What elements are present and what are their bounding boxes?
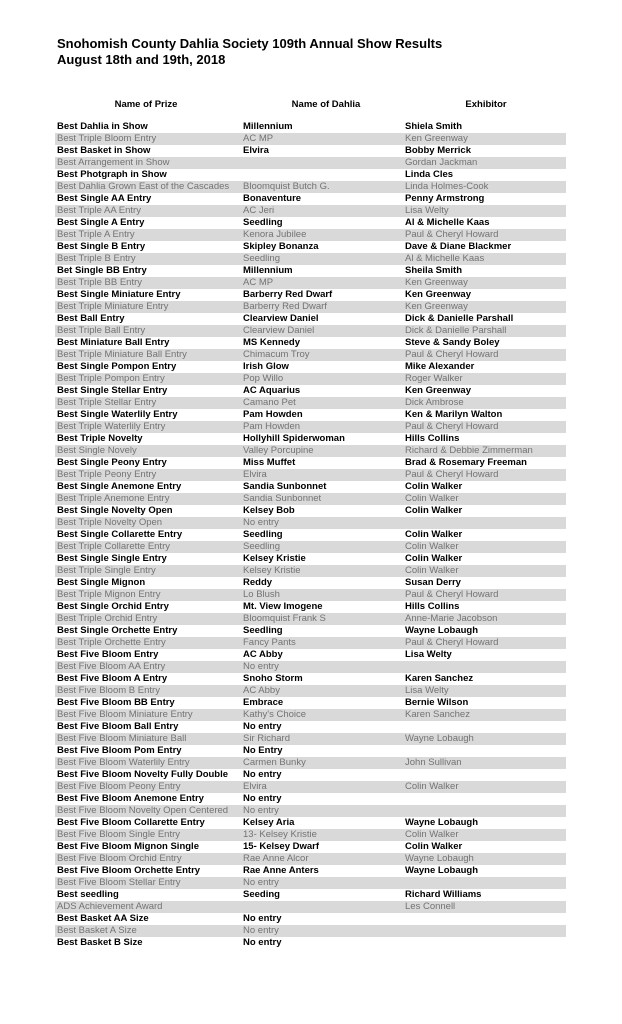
dahlia-cell: Bloomquist Butch G. xyxy=(243,181,330,192)
dahlia-cell: Pam Howden xyxy=(243,409,303,420)
table-row xyxy=(55,445,566,457)
prize-cell: Best Triple Novelty Open xyxy=(57,517,163,528)
column-header-prize: Name of Prize xyxy=(114,99,178,110)
table-row xyxy=(55,829,566,841)
exhibitor-cell: Dick & Danielle Parshall xyxy=(405,325,507,336)
dahlia-cell: 15- Kelsey Dwarf xyxy=(243,841,320,852)
table-row xyxy=(55,913,566,925)
table-row xyxy=(55,469,566,481)
exhibitor-cell: Brad & Rosemary Freeman xyxy=(405,457,527,468)
dahlia-cell: Seeding xyxy=(243,889,280,900)
dahlia-cell: Kelsey Kristie xyxy=(243,553,306,564)
prize-cell: Best Single Orchid Entry xyxy=(57,601,169,612)
exhibitor-cell: Paul & Cheryl Howard xyxy=(405,469,499,480)
dahlia-cell: Seedling xyxy=(243,625,283,636)
dahlia-cell: Chimacum Troy xyxy=(243,349,310,360)
exhibitor-cell: Karen Sanchez xyxy=(405,673,474,684)
column-headers xyxy=(0,99,622,111)
prize-cell: Best Triple A Entry xyxy=(57,229,135,240)
prize-cell: Bet Single BB Entry xyxy=(57,265,147,276)
prize-cell: Best Triple Mignon Entry xyxy=(57,589,161,600)
exhibitor-cell: Linda Cles xyxy=(405,169,454,180)
prize-cell: Best Arrangement in Show xyxy=(57,157,170,168)
dahlia-cell: No entry xyxy=(243,793,282,804)
table-row xyxy=(55,229,566,241)
prize-cell: Best Single AA Entry xyxy=(57,193,152,204)
prize-cell: Best Single Collarette Entry xyxy=(57,529,183,540)
dahlia-cell: Valley Porcupine xyxy=(243,445,314,456)
dahlia-cell: Irish Glow xyxy=(243,361,289,372)
table-row xyxy=(55,805,566,817)
table-row xyxy=(55,157,566,169)
prize-cell: Best Five Bloom Waterlily Entry xyxy=(57,757,190,768)
dahlia-cell: Millennium xyxy=(243,121,293,132)
dahlia-cell: No entry xyxy=(243,721,282,732)
prize-cell: Best Triple Miniature Ball Entry xyxy=(57,349,187,360)
exhibitor-cell: Al & Michelle Kaas xyxy=(405,217,490,228)
prize-cell: Best Triple Pompon Entry xyxy=(57,373,165,384)
dahlia-cell: AC Aquarius xyxy=(243,385,301,396)
table-row xyxy=(55,697,566,709)
prize-cell: Best Five Bloom Novelty Open Centered xyxy=(57,805,229,816)
table-row xyxy=(55,301,566,313)
dahlia-cell: Pam Howden xyxy=(243,421,301,432)
exhibitor-cell: Colin Walker xyxy=(405,493,459,504)
exhibitor-cell: Colin Walker xyxy=(405,553,463,564)
table-row xyxy=(55,421,566,433)
table-row xyxy=(55,733,566,745)
table-row xyxy=(55,709,566,721)
prize-cell: Best Triple AA Entry xyxy=(57,205,141,216)
dahlia-cell: Kelsey Aria xyxy=(243,817,295,828)
exhibitor-cell: Colin Walker xyxy=(405,529,463,540)
prize-cell: Best Five Bloom Miniature Ball xyxy=(57,733,187,744)
exhibitor-cell: Ken Greenway xyxy=(405,133,468,144)
dahlia-cell: Sir Richard xyxy=(243,733,290,744)
exhibitor-cell: Roger Walker xyxy=(405,373,463,384)
page-title-line2: August 18th and 19th, 2018 xyxy=(57,52,226,67)
table-row xyxy=(55,769,566,781)
table-row xyxy=(55,457,566,469)
prize-cell: Best Single Single Entry xyxy=(57,553,167,564)
dahlia-cell: MS Kennedy xyxy=(243,337,301,348)
prize-cell: Best Triple Bloom Entry xyxy=(57,133,157,144)
prize-cell: Best Basket A Size xyxy=(57,925,137,936)
exhibitor-cell: Steve & Sandy Boley xyxy=(405,337,500,348)
table-row xyxy=(55,289,566,301)
dahlia-cell: AC Jeri xyxy=(243,205,275,216)
prize-cell: Best Triple Ball Entry xyxy=(57,325,146,336)
dahlia-cell: Clearview Daniel xyxy=(243,325,315,336)
prize-cell: Best Five Bloom A Entry xyxy=(57,673,168,684)
exhibitor-cell: Lisa Welty xyxy=(405,685,449,696)
exhibitor-cell: Ken Greenway xyxy=(405,289,471,300)
exhibitor-cell: Shiela Smith xyxy=(405,121,463,132)
exhibitor-cell: Al & Michelle Kaas xyxy=(405,253,485,264)
table-row xyxy=(55,865,566,877)
exhibitor-cell: Wayne Lobaugh xyxy=(405,865,479,876)
prize-cell: Best Five Bloom Miniature Entry xyxy=(57,709,193,720)
exhibitor-cell: Colin Walker xyxy=(405,841,463,852)
dahlia-cell: Kathy's Choice xyxy=(243,709,307,720)
prize-cell: Best Single Pompon Entry xyxy=(57,361,177,372)
exhibitor-cell: Lisa Welty xyxy=(405,649,452,660)
prize-cell: Best seedling xyxy=(57,889,119,900)
prize-cell: Best Single Miniature Entry xyxy=(57,289,181,300)
dahlia-cell: Skipley Bonanza xyxy=(243,241,319,252)
dahlia-cell: Barberry Red Dwarf xyxy=(243,289,333,300)
column-header-exhibitor: Exhibitor xyxy=(465,99,507,110)
table-row xyxy=(55,361,566,373)
dahlia-cell: No entry xyxy=(243,925,279,936)
dahlia-cell: Seedling xyxy=(243,253,280,264)
table-row xyxy=(55,721,566,733)
prize-cell: Best Single Waterlily Entry xyxy=(57,409,178,420)
exhibitor-cell: Bobby Merrick xyxy=(405,145,471,156)
table-row xyxy=(55,841,566,853)
exhibitor-cell: Richard Williams xyxy=(405,889,482,900)
dahlia-cell: Bloomquist Frank S xyxy=(243,613,326,624)
table-row xyxy=(55,889,566,901)
prize-cell: Best Single Anemone Entry xyxy=(57,481,182,492)
prize-cell: Best Single B Entry xyxy=(57,241,146,252)
table-row xyxy=(55,817,566,829)
dahlia-cell: Kelsey Kristie xyxy=(243,565,301,576)
prize-cell: Best Five Bloom BB Entry xyxy=(57,697,175,708)
table-row xyxy=(55,757,566,769)
table-row xyxy=(55,685,566,697)
prize-cell: Best Single A Entry xyxy=(57,217,145,228)
dahlia-cell: Reddy xyxy=(243,577,273,588)
prize-cell: Best Triple Single Entry xyxy=(57,565,156,576)
exhibitor-cell: Paul & Cheryl Howard xyxy=(405,349,499,360)
prize-cell: Best Single Peony Entry xyxy=(57,457,167,468)
dahlia-cell: 13- Kelsey Kristie xyxy=(243,829,317,840)
prize-cell: Best Five Bloom Orchid Entry xyxy=(57,853,182,864)
prize-cell: Best Triple Anemone Entry xyxy=(57,493,170,504)
dahlia-cell: Rae Anne Alcor xyxy=(243,853,309,864)
prize-cell: Best Triple Orchette Entry xyxy=(57,637,166,648)
exhibitor-cell: Paul & Cheryl Howard xyxy=(405,637,499,648)
table-row xyxy=(55,145,566,157)
column-header-dahlia: Name of Dahlia xyxy=(291,99,361,110)
exhibitor-cell: Ken Greenway xyxy=(405,385,471,396)
prize-cell: ADS Achievement Award xyxy=(57,901,163,912)
dahlia-cell: Kenora Jubilee xyxy=(243,229,307,240)
page-title-line1: Snohomish County Dahlia Society 109th Annual Show Results xyxy=(57,36,443,51)
dahlia-cell: No entry xyxy=(243,913,282,924)
exhibitor-cell: Lisa Welty xyxy=(405,205,449,216)
table-row xyxy=(55,385,566,397)
dahlia-cell: No entry xyxy=(243,661,279,672)
table-row xyxy=(55,529,566,541)
table-row xyxy=(55,505,566,517)
table-row xyxy=(55,217,566,229)
table-row xyxy=(55,433,566,445)
prize-cell: Best Single Orchette Entry xyxy=(57,625,178,636)
exhibitor-cell: Sheila Smith xyxy=(405,265,463,276)
exhibitor-cell: Paul & Cheryl Howard xyxy=(405,229,499,240)
table-row xyxy=(55,325,566,337)
dahlia-cell: AC Abby xyxy=(243,649,283,660)
table-row xyxy=(55,121,566,133)
dahlia-cell: Elvira xyxy=(243,145,269,156)
exhibitor-cell: Wayne Lobaugh xyxy=(405,817,479,828)
dahlia-cell: Pop Willo xyxy=(243,373,284,384)
dahlia-cell: Seedling xyxy=(243,541,280,552)
prize-cell: Best Five Bloom Ball Entry xyxy=(57,721,179,732)
dahlia-cell: Sandia Sunbonnet xyxy=(243,493,322,504)
dahlia-cell: No entry xyxy=(243,937,282,948)
prize-cell: Best Five Bloom AA Entry xyxy=(57,661,166,672)
prize-cell: Best Basket AA Size xyxy=(57,913,149,924)
dahlia-cell: AC MP xyxy=(243,133,274,144)
prize-cell: Best Basket B Size xyxy=(57,937,143,948)
table-row xyxy=(55,589,566,601)
exhibitor-cell: Colin Walker xyxy=(405,481,463,492)
table-row xyxy=(55,241,566,253)
table-row xyxy=(55,337,566,349)
dahlia-cell: Clearview Daniel xyxy=(243,313,319,324)
exhibitor-cell: Colin Walker xyxy=(405,781,459,792)
prize-cell: Best Five Bloom Orchette Entry xyxy=(57,865,201,876)
exhibitor-cell: Linda Holmes-Cook xyxy=(405,181,489,192)
dahlia-cell: No entry xyxy=(243,517,279,528)
exhibitor-cell: Les Connell xyxy=(405,901,456,912)
prize-cell: Best Triple Collarette Entry xyxy=(57,541,170,552)
prize-cell: Best Triple Stellar Entry xyxy=(57,397,157,408)
table-row xyxy=(55,373,566,385)
table-row xyxy=(55,877,566,889)
prize-cell: Best Five Bloom Peony Entry xyxy=(57,781,181,792)
dahlia-cell: Embrace xyxy=(243,697,284,708)
dahlia-cell: Mt. View Imogene xyxy=(243,601,323,612)
table-row xyxy=(55,781,566,793)
table-row xyxy=(55,517,566,529)
table-row xyxy=(55,349,566,361)
dahlia-cell: No entry xyxy=(243,805,279,816)
table-row xyxy=(55,541,566,553)
table-row xyxy=(55,397,566,409)
table-row xyxy=(55,745,566,757)
dahlia-cell: Carmen Bunky xyxy=(243,757,306,768)
table-row xyxy=(55,313,566,325)
table-row xyxy=(55,205,566,217)
prize-cell: Best Single Novely xyxy=(57,445,137,456)
exhibitor-cell: Wayne Lobaugh xyxy=(405,625,479,636)
dahlia-cell: Kelsey Bob xyxy=(243,505,295,516)
exhibitor-cell: Colin Walker xyxy=(405,541,459,552)
exhibitor-cell: Karen Sanchez xyxy=(405,709,470,720)
table-row xyxy=(55,625,566,637)
dahlia-cell: Seedling xyxy=(243,217,283,228)
dahlia-cell: Sandia Sunbonnet xyxy=(243,481,327,492)
prize-cell: Best Dahlia in Show xyxy=(57,121,148,132)
prize-cell: Best Dahlia Grown East of the Cascades xyxy=(57,181,230,192)
prize-cell: Best Five Bloom Anemone Entry xyxy=(57,793,204,804)
prize-cell: Best Triple Orchid Entry xyxy=(57,613,158,624)
table-row xyxy=(55,493,566,505)
prize-cell: Best Five Bloom Novelty Fully Double xyxy=(57,769,229,780)
dahlia-cell: Bonaventure xyxy=(243,193,302,204)
exhibitor-cell: Colin Walker xyxy=(405,829,459,840)
dahlia-cell: Miss Muffet xyxy=(243,457,296,468)
dahlia-cell: Snoho Storm xyxy=(243,673,303,684)
dahlia-cell: AC MP xyxy=(243,277,274,288)
prize-cell: Best Five Bloom Stellar Entry xyxy=(57,877,181,888)
prize-cell: Best Basket in Show xyxy=(57,145,151,156)
table-row xyxy=(55,277,566,289)
dahlia-cell: Lo Blush xyxy=(243,589,280,600)
prize-cell: Best Triple BB Entry xyxy=(57,277,143,288)
prize-cell: Best Five Bloom Collarette Entry xyxy=(57,817,205,828)
exhibitor-cell: Hills Collins xyxy=(405,433,460,444)
table-row xyxy=(55,253,566,265)
prize-cell: Best Single Novelty Open xyxy=(57,505,173,516)
exhibitor-cell: Susan Derry xyxy=(405,577,461,588)
page-title xyxy=(57,36,442,68)
dahlia-cell: Millennium xyxy=(243,265,293,276)
dahlia-cell: Rae Anne Anters xyxy=(243,865,319,876)
exhibitor-cell: Gordan Jackman xyxy=(405,157,478,168)
table-row xyxy=(55,553,566,565)
prize-cell: Best Single Stellar Entry xyxy=(57,385,168,396)
exhibitor-cell: Colin Walker xyxy=(405,565,459,576)
exhibitor-cell: Colin Walker xyxy=(405,505,463,516)
prize-cell: Best Triple B Entry xyxy=(57,253,136,264)
table-row xyxy=(55,565,566,577)
dahlia-cell: Fancy Pants xyxy=(243,637,296,648)
table-row xyxy=(55,409,566,421)
exhibitor-cell: Richard & Debbie Zimmerman xyxy=(405,445,533,456)
table-row xyxy=(55,577,566,589)
dahlia-cell: AC Abby xyxy=(243,685,280,696)
table-row xyxy=(55,649,566,661)
prize-cell: Best Photgraph in Show xyxy=(57,169,167,180)
table-row xyxy=(55,601,566,613)
dahlia-cell: Camano Pet xyxy=(243,397,296,408)
dahlia-cell: Elvira xyxy=(243,469,267,480)
table-row xyxy=(55,937,566,949)
prize-cell: Best Ball Entry xyxy=(57,313,125,324)
dahlia-cell: Hollyhill Spiderwoman xyxy=(243,433,345,444)
prize-cell: Best Miniature Ball Entry xyxy=(57,337,170,348)
table-row xyxy=(55,673,566,685)
exhibitor-cell: Bernie Wilson xyxy=(405,697,469,708)
table-row xyxy=(55,925,566,937)
exhibitor-cell: Dick & Danielle Parshall xyxy=(405,313,514,324)
results-table-body xyxy=(55,121,566,949)
prize-cell: Best Five Bloom B Entry xyxy=(57,685,160,696)
prize-cell: Best Triple Miniature Entry xyxy=(57,301,169,312)
exhibitor-cell: Paul & Cheryl Howard xyxy=(405,589,499,600)
exhibitor-cell: Ken Greenway xyxy=(405,301,468,312)
table-row xyxy=(55,853,566,865)
exhibitor-cell: Hills Collins xyxy=(405,601,460,612)
prize-cell: Best Triple Novelty xyxy=(57,433,143,444)
exhibitor-cell: Dick Ambrose xyxy=(405,397,464,408)
table-row xyxy=(55,193,566,205)
exhibitor-cell: Ken & Marilyn Walton xyxy=(405,409,503,420)
exhibitor-cell: Mike Alexander xyxy=(405,361,475,372)
table-row xyxy=(55,793,566,805)
table-row xyxy=(55,637,566,649)
exhibitor-cell: John Sullivan xyxy=(405,757,462,768)
table-row xyxy=(55,133,566,145)
dahlia-cell: No Entry xyxy=(243,745,283,756)
exhibitor-cell: Paul & Cheryl Howard xyxy=(405,421,499,432)
table-row xyxy=(55,169,566,181)
exhibitor-cell: Ken Greenway xyxy=(405,277,468,288)
table-row xyxy=(55,481,566,493)
dahlia-cell: Elvira xyxy=(243,781,267,792)
prize-cell: Best Triple Waterlily Entry xyxy=(57,421,166,432)
dahlia-cell: No entry xyxy=(243,877,279,888)
dahlia-cell: No entry xyxy=(243,769,282,780)
prize-cell: Best Five Bloom Pom Entry xyxy=(57,745,182,756)
table-row xyxy=(55,901,566,913)
exhibitor-cell: Dave & Diane Blackmer xyxy=(405,241,512,252)
table-row xyxy=(55,661,566,673)
exhibitor-cell: Anne-Marie Jacobson xyxy=(405,613,498,624)
table-row xyxy=(55,613,566,625)
dahlia-cell: Seedling xyxy=(243,529,283,540)
prize-cell: Best Five Bloom Entry xyxy=(57,649,159,660)
exhibitor-cell: Penny Armstrong xyxy=(405,193,485,204)
exhibitor-cell: Wayne Lobaugh xyxy=(405,733,474,744)
prize-cell: Best Five Bloom Mignon Single xyxy=(57,841,199,852)
table-row xyxy=(55,181,566,193)
dahlia-cell: Barberry Red Dwarf xyxy=(243,301,327,312)
exhibitor-cell: Wayne Lobaugh xyxy=(405,853,474,864)
prize-cell: Best Triple Peony Entry xyxy=(57,469,157,480)
prize-cell: Best Single Mignon xyxy=(57,577,146,588)
table-row xyxy=(55,265,566,277)
prize-cell: Best Five Bloom Single Entry xyxy=(57,829,181,840)
